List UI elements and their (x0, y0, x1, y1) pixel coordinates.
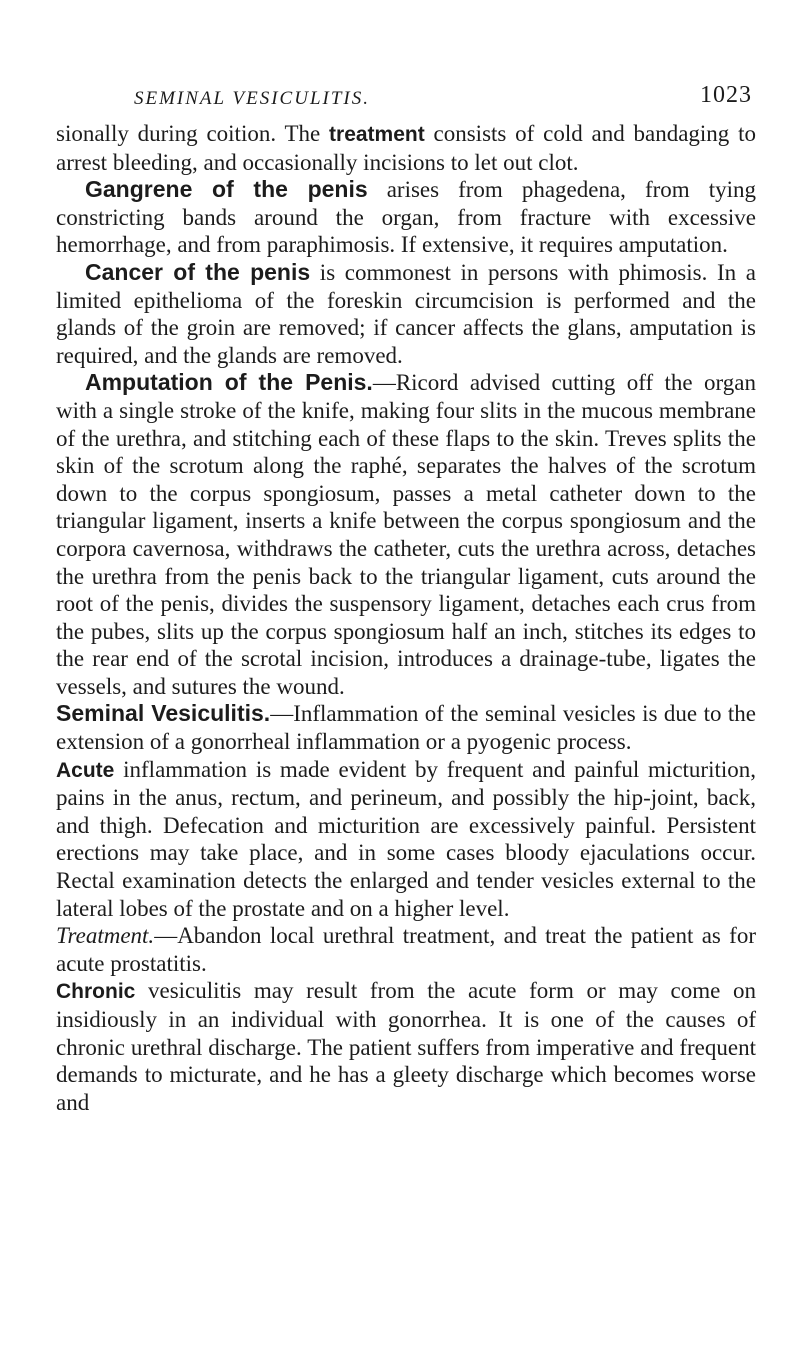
paragraph-treatment (56, 922, 756, 977)
paragraph-chronic (56, 977, 756, 1116)
paragraph-acute (56, 756, 756, 923)
paragraph-amputation (56, 369, 756, 700)
paragraph-text: —Abandon local urethral treatment, and treat the patient as for acute prostatitis. (56, 923, 756, 976)
book-page (56, 0, 756, 1352)
running-title: SEMINAL VESICULITIS. (134, 88, 370, 109)
paragraph-text: arises from phagedena, from tying constricting bands around the organ, from fracture with excessive hemorrhage, and from paraphimosis. If extensive, it requires amputation. (56, 177, 756, 258)
paragraph-text: —Ricord advised cutting off the organ with a single stroke of the knife, making four slits in the mucous membrane of the urethra, and stitching each of these flaps to the skin. Treves splits the skin of the scrotum along the raphé, separates the halves of the scrotum down to the corpus spongiosum, passes a metal catheter down to the triangular ligament, inserts a knife between the corpus spongiosum and the corpora cavernosa, withdraws the catheter, cuts the urethra across, detaches the urethra from the penis back to the triangular ligament, cuts around the root of the penis, divides the suspensory ligament, detaches each crus from the pubes, slits up the corpus spongiosum half an inch, stitches its edges to the rear end of the scrotal incision, introduces a drainage-tube, ligates the vessels, and sutures the wound. (56, 370, 756, 699)
subheading-treatment: Treatment. (56, 923, 155, 949)
page-number: 1023 (700, 82, 752, 108)
subheading-acute: Acute (56, 758, 115, 782)
paragraph-seminal-vesiculitis (56, 700, 756, 755)
paragraph-text: inflammation is made evident by frequent and painful micturition, pains in the anus, rectum, and perineum, and possibly the hip-joint, back, and thigh. Defecation and micturition are excessively painful. Persistent erections may take place, and in some cases bloody ejaculations occur. Rectal examination detects the enlarged and tender vesicles external to the lateral lobes of the prostate and on a higher level. (56, 756, 756, 921)
section-heading-cancer: Cancer of the penis (85, 258, 311, 285)
paragraph-continuation (56, 120, 756, 176)
paragraph-text: —Inflammation of the seminal vesicles is due to the extension of a gonorrheal inflammation or a pyogenic process. (56, 701, 757, 755)
paragraph-text: vesiculitis may result from the acute form or may come on insidiously in an individual with gonorrhea. It is one of the causes of chronic urethral discharge. The patient suffers from imperative and frequent demands to micturate, and he has a gleety discharge which becomes worse and (56, 978, 756, 1115)
subheading-chronic: Chronic (56, 980, 136, 1004)
bold-word-treatment: treatment (329, 123, 425, 146)
paragraph-text: is commonest in persons with phimosis. In a limited epithelioma of the foreskin circumcision is performed and the glands of the groin are removed; if cancer affects the glans, amputation is required, and the glands are removed. (56, 259, 757, 368)
section-heading-amputation: Amputation of the Penis. (85, 369, 373, 396)
paragraph-gangrene (56, 176, 756, 259)
body-text (56, 120, 756, 1116)
section-heading-seminal-vesiculitis: Seminal Vesiculitis. (56, 700, 271, 727)
section-heading-gangrene: Gangrene of the penis (85, 176, 368, 203)
running-head (56, 68, 752, 112)
paragraph-text: sionally during coition. The treatment consists of cold and bandaging to arrest bleeding, and occasionally incisions to let out clot. (56, 121, 756, 175)
paragraph-cancer (56, 259, 756, 369)
